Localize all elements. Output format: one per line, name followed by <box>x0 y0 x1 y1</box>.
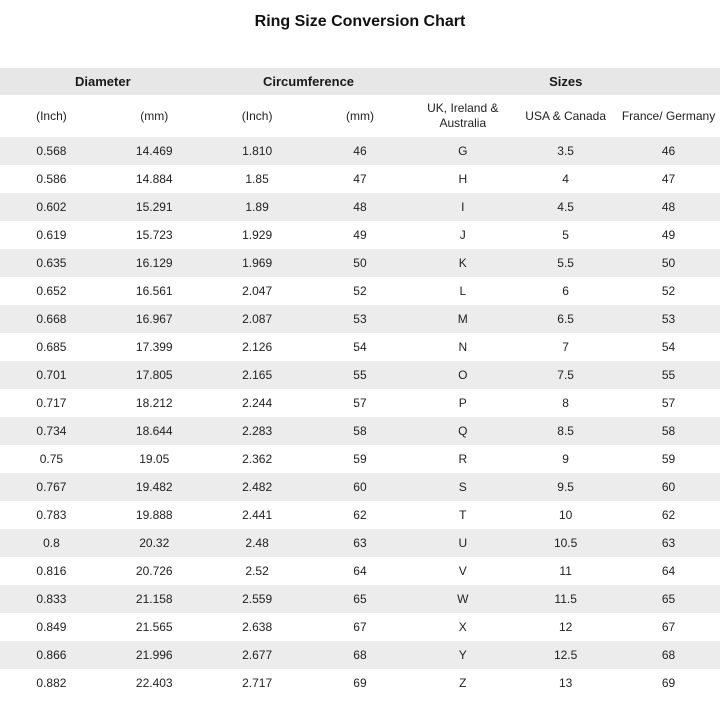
table-cell: Y <box>458 648 467 662</box>
table-cell: 2.126 <box>242 340 273 354</box>
table-row <box>0 557 720 585</box>
table-cell: 0.734 <box>36 424 67 438</box>
table-cell: T <box>459 508 467 522</box>
table-cell: 0.717 <box>36 396 67 410</box>
table-cell: 19.888 <box>135 508 173 522</box>
table-cell: X <box>458 620 467 634</box>
table-cell: 2.441 <box>242 508 273 522</box>
table-cell: 49 <box>661 228 676 242</box>
page-title: Ring Size Conversion Chart <box>254 13 466 30</box>
table-cell: 18.212 <box>135 396 173 410</box>
table-cell: 14.469 <box>135 144 173 158</box>
table-cell: 6 <box>562 284 569 298</box>
table-cell: M <box>457 312 468 326</box>
table-row <box>0 641 720 669</box>
table-cell: 68 <box>353 648 367 662</box>
table-cell: 11.5 <box>554 592 577 606</box>
table-cell: 2.717 <box>242 676 273 690</box>
table-cell: 59 <box>353 452 367 466</box>
table-cell: 10 <box>558 508 573 522</box>
table-cell: L <box>459 284 467 298</box>
table-cell: 14.884 <box>135 172 173 186</box>
table-row <box>0 389 720 417</box>
table-cell: I <box>461 200 465 214</box>
table-cell: 17.399 <box>135 340 173 354</box>
table-row <box>0 613 720 641</box>
table-cell: 6.5 <box>557 312 574 326</box>
table-cell: 1.89 <box>245 200 269 214</box>
group-header-circumference: Circumference <box>206 68 412 95</box>
table-cell: V <box>458 564 467 578</box>
table-cell: Z <box>459 676 467 690</box>
table-cell: 60 <box>661 480 676 494</box>
conversion-table <box>0 68 720 697</box>
table-cell: R <box>458 452 468 466</box>
table-cell: 1.969 <box>242 256 273 270</box>
table-cell: 16.129 <box>135 256 173 270</box>
table-cell: 2.677 <box>242 648 273 662</box>
table-cell: 15.723 <box>135 228 173 242</box>
table-cell: 5 <box>562 228 569 242</box>
table-cell: 2.244 <box>242 396 273 410</box>
table-cell: 1.810 <box>242 144 273 158</box>
table-cell: 4.5 <box>557 200 574 214</box>
table-row <box>0 221 720 249</box>
table-cell: 47 <box>353 172 367 186</box>
table-cell: 48 <box>661 200 676 214</box>
table-cell: 2.52 <box>245 564 269 578</box>
table-cell: 0.75 <box>39 452 64 466</box>
table-cell: 69 <box>353 676 367 690</box>
column-header-5-usa-canada: USA & Canada <box>514 95 617 137</box>
table-cell: 63 <box>661 536 676 550</box>
column-header-2-inch: (Inch) <box>206 95 309 137</box>
table-cell: 2.362 <box>242 452 273 466</box>
group-header-sizes: Sizes <box>411 68 720 95</box>
table-cell: 62 <box>661 508 676 522</box>
table-cell: 11 <box>559 564 572 578</box>
table-cell: 2.087 <box>242 312 273 326</box>
table-cell: 0.849 <box>36 620 67 634</box>
table-cell: 2.165 <box>242 368 273 382</box>
table-cell: 20.726 <box>135 564 173 578</box>
table-cell: 16.561 <box>135 284 173 298</box>
table-cell: 21.996 <box>135 648 173 662</box>
column-header-4-uk-ireland-australia: UK, Ireland & Australia <box>411 95 514 137</box>
table-cell: 0.586 <box>36 172 67 186</box>
table-cell: 2.48 <box>245 536 269 550</box>
table-cell: 57 <box>353 396 367 410</box>
table-cell: 2.559 <box>242 592 273 606</box>
table-cell: 19.05 <box>139 452 170 466</box>
table-cell: 64 <box>353 564 367 578</box>
table-cell: 7.5 <box>557 368 574 382</box>
table-cell: 19.482 <box>135 480 173 494</box>
table-cell: 67 <box>353 620 367 634</box>
table-cell: 62 <box>353 508 367 522</box>
table-cell: 0.866 <box>36 648 67 662</box>
table-cell: 2.283 <box>242 424 273 438</box>
table-cell: 2.638 <box>242 620 273 634</box>
table-cell: 0.701 <box>36 368 67 382</box>
table-cell: 0.816 <box>36 564 67 578</box>
table-cell: 50 <box>353 256 367 270</box>
table-cell: 59 <box>661 452 676 466</box>
table-cell: 48 <box>353 200 367 214</box>
table-row <box>0 445 720 473</box>
table-row <box>0 585 720 613</box>
table-cell: 13 <box>558 676 573 690</box>
table-cell: 0.783 <box>36 508 67 522</box>
group-header-row <box>0 68 720 95</box>
table-cell: 20.32 <box>139 536 170 550</box>
table-cell: 16.967 <box>135 312 173 326</box>
table-row <box>0 305 720 333</box>
table-cell: 8 <box>562 396 569 410</box>
table-cell: 67 <box>661 620 676 634</box>
column-header-0-inch: (Inch) <box>0 95 103 137</box>
table-cell: 10.5 <box>553 536 578 550</box>
table-cell: 0.568 <box>36 144 67 158</box>
table-cell: 65 <box>353 592 367 606</box>
table-cell: 55 <box>353 368 367 382</box>
table-cell: 1.929 <box>242 228 273 242</box>
table-row <box>0 473 720 501</box>
table-cell: 54 <box>661 340 676 354</box>
table-cell: H <box>458 172 468 186</box>
table-cell: O <box>458 368 468 382</box>
column-header-row <box>0 95 720 137</box>
table-cell: 1.85 <box>245 172 269 186</box>
table-cell: 55 <box>661 368 676 382</box>
table-cell: 47 <box>661 172 676 186</box>
table-body <box>0 137 720 697</box>
table-cell: 46 <box>661 144 676 158</box>
column-header-3-mm: (mm) <box>309 95 412 137</box>
table-cell: Q <box>458 424 468 438</box>
table-cell: 22.403 <box>135 676 173 690</box>
table-cell: 9.5 <box>557 480 574 494</box>
table-row <box>0 417 720 445</box>
table-cell: 68 <box>661 648 676 662</box>
table-cell: 53 <box>661 312 676 326</box>
table-cell: 0.833 <box>36 592 67 606</box>
table-cell: 2.482 <box>242 480 273 494</box>
table-cell: 50 <box>661 256 676 270</box>
table-cell: 8.5 <box>557 424 574 438</box>
table-cell: 4 <box>562 172 569 186</box>
table-cell: 0.602 <box>36 200 67 214</box>
column-header-1-mm: (mm) <box>103 95 206 137</box>
table-cell: W <box>457 592 469 606</box>
table-cell: 69 <box>661 676 676 690</box>
table-cell: 5.5 <box>557 256 574 270</box>
table-cell: 0.668 <box>36 312 67 326</box>
table-cell: 17.805 <box>135 368 173 382</box>
table-cell: 0.619 <box>36 228 67 242</box>
table-cell: 0.8 <box>43 536 60 550</box>
table-cell: 18.644 <box>135 424 173 438</box>
table-row <box>0 165 720 193</box>
table-cell: 0.882 <box>36 676 67 690</box>
table-cell: 63 <box>353 536 367 550</box>
table-cell: G <box>458 144 468 158</box>
table-row <box>0 249 720 277</box>
table-cell: 65 <box>661 592 676 606</box>
table-cell: 58 <box>353 424 367 438</box>
table-cell: 46 <box>353 144 367 158</box>
table-cell: 0.635 <box>36 256 67 270</box>
column-header-6-france-germany: France/ Germany <box>617 95 720 137</box>
table-row <box>0 501 720 529</box>
table-cell: 21.158 <box>135 592 173 606</box>
table-cell: U <box>458 536 468 550</box>
table-cell: 0.767 <box>36 480 67 494</box>
table-cell: S <box>458 480 467 494</box>
table-cell: 49 <box>353 228 367 242</box>
table-cell: 12 <box>558 620 573 634</box>
table-cell: 0.685 <box>36 340 67 354</box>
table-cell: 53 <box>353 312 367 326</box>
table-cell: 7 <box>562 340 569 354</box>
table-row <box>0 333 720 361</box>
table-cell: 60 <box>353 480 367 494</box>
table-cell: 64 <box>661 564 676 578</box>
table-row <box>0 529 720 557</box>
table-cell: 3.5 <box>557 144 574 158</box>
table-row <box>0 669 720 697</box>
table-cell: 57 <box>661 396 676 410</box>
table-header <box>0 68 720 137</box>
table-cell: 52 <box>353 284 367 298</box>
table-row <box>0 277 720 305</box>
table-cell: 58 <box>661 424 676 438</box>
table-cell: 9 <box>562 452 569 466</box>
table-row <box>0 137 720 165</box>
table-cell: 54 <box>353 340 367 354</box>
table-cell: 0.652 <box>36 284 67 298</box>
table-row <box>0 193 720 221</box>
table-cell: K <box>458 256 467 270</box>
table-cell: 12.5 <box>553 648 578 662</box>
table-cell: 52 <box>661 284 676 298</box>
table-cell: 21.565 <box>135 620 173 634</box>
table-cell: P <box>458 396 467 410</box>
group-header-diameter: Diameter <box>0 68 206 95</box>
table-cell: 2.047 <box>242 284 273 298</box>
table-cell: N <box>458 340 468 354</box>
table-cell: J <box>459 228 466 242</box>
table-cell: 15.291 <box>135 200 173 214</box>
table-row <box>0 361 720 389</box>
